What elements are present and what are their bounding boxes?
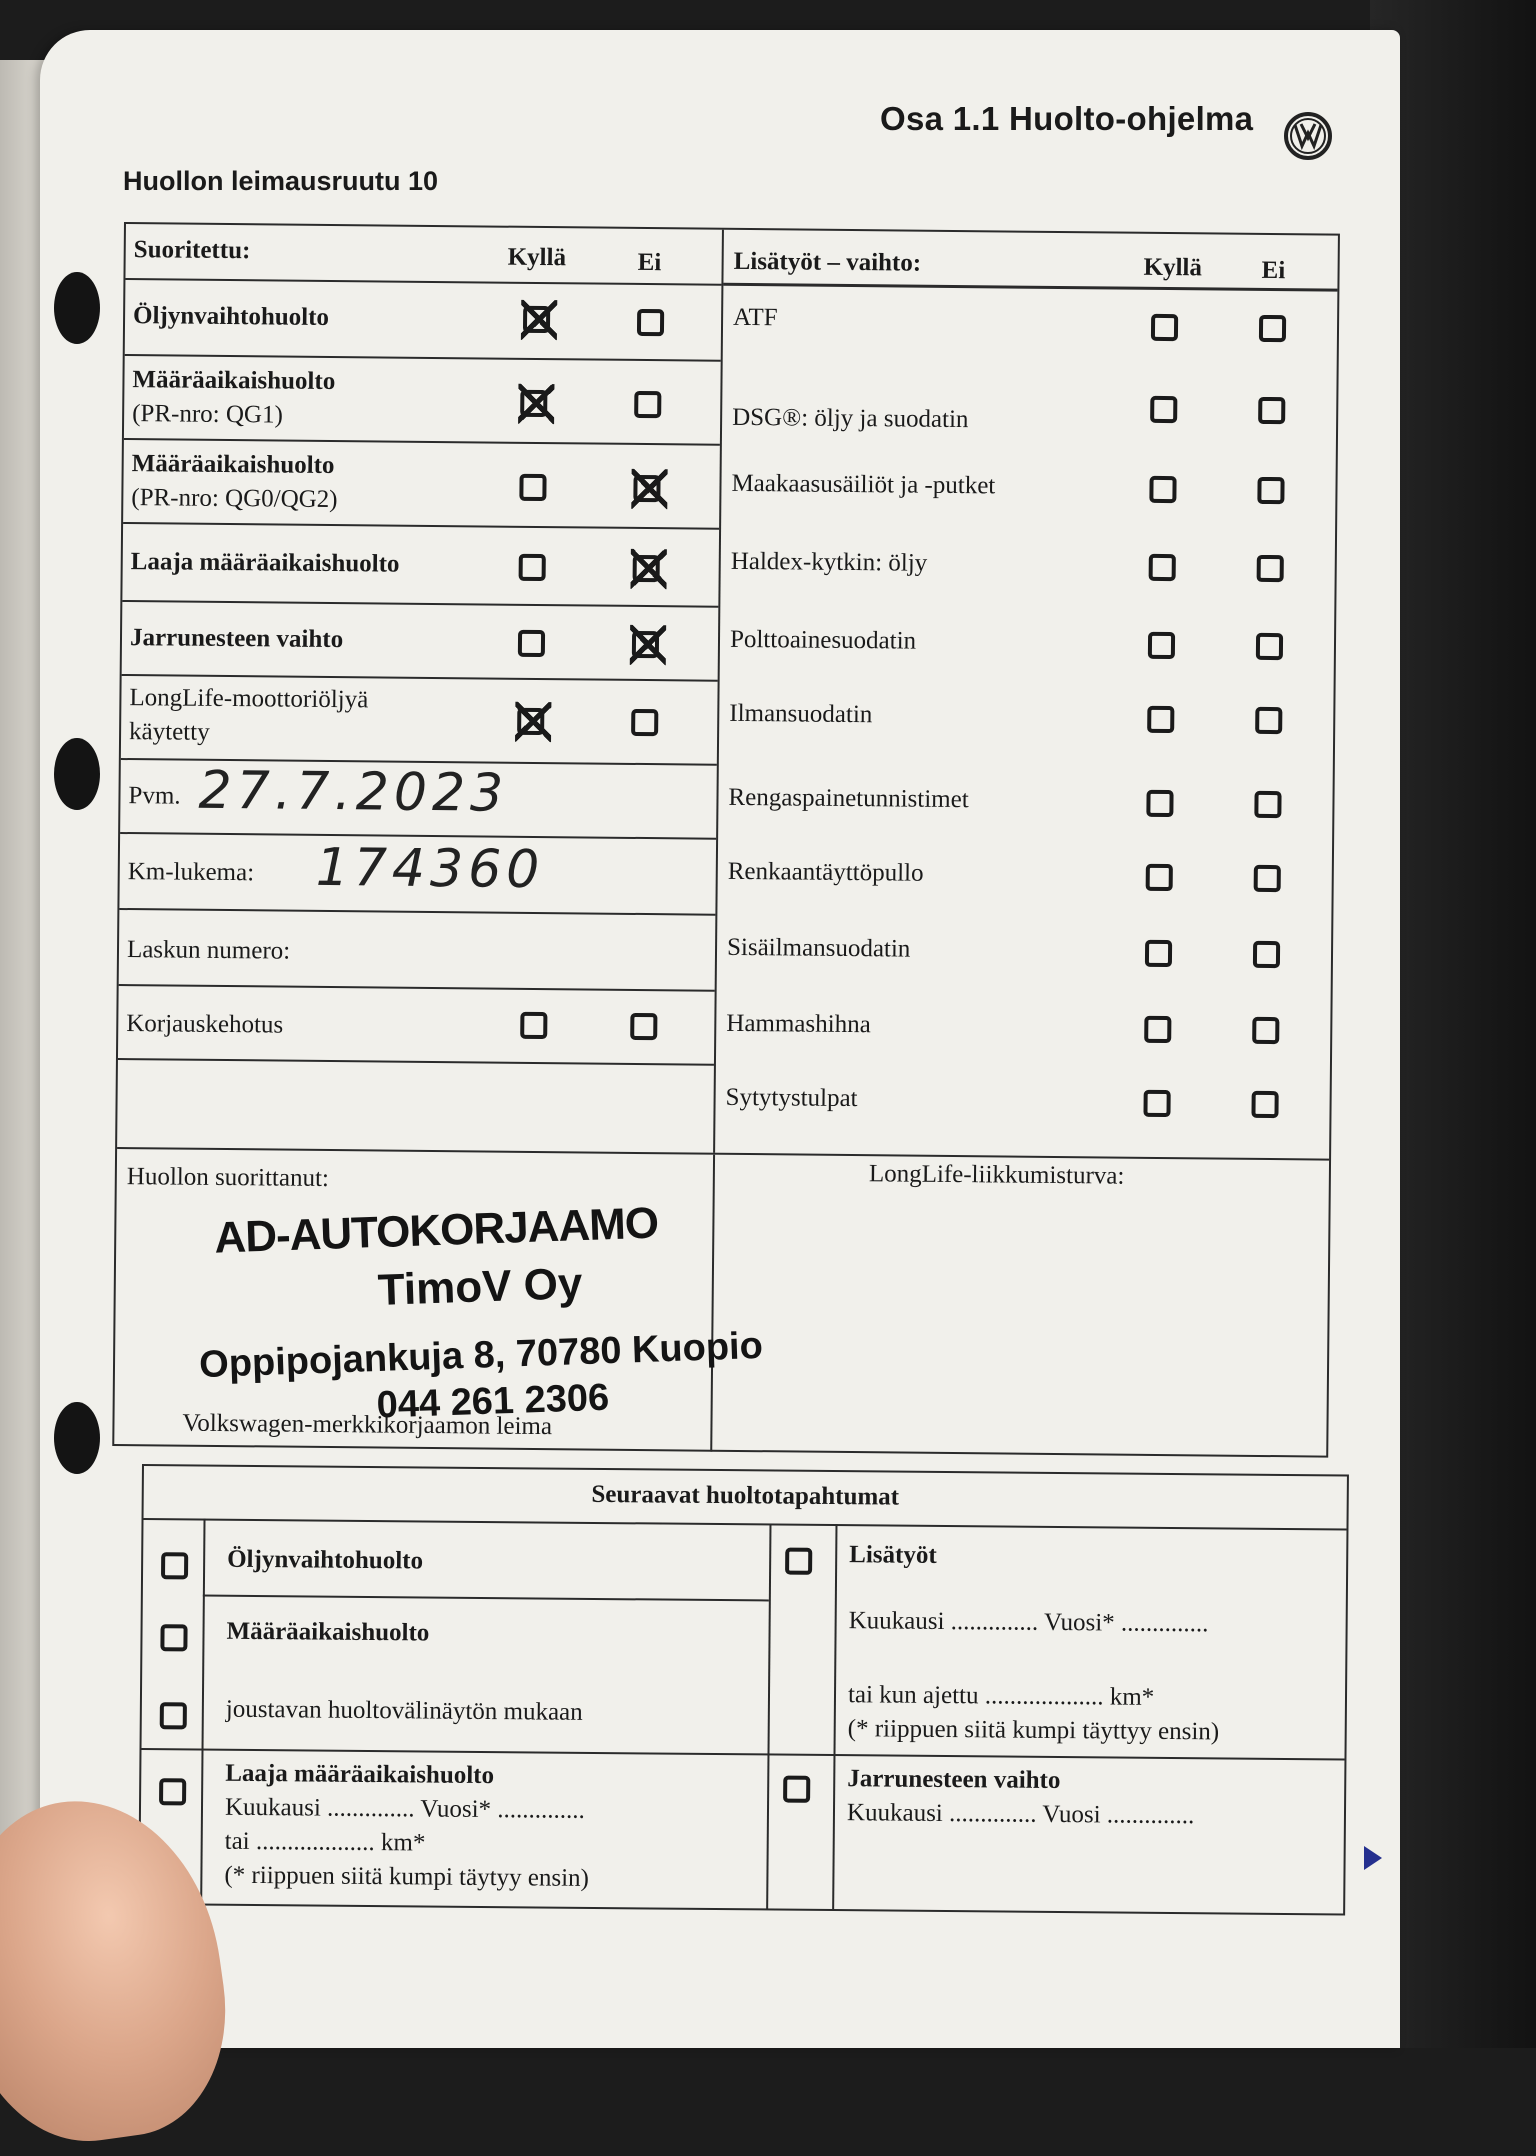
extra-yes-column-label: Kyllä (1143, 253, 1203, 282)
vw-logo-icon (1284, 112, 1332, 160)
extra-work-yes-checkbox[interactable] (1151, 314, 1178, 341)
extra-work-label: DSG®: öljy ja suodatin (732, 403, 969, 434)
checkbox-periodic-qg1-no[interactable] (634, 391, 661, 418)
extra-work-no-checkbox[interactable] (1256, 633, 1283, 660)
next-services-box (138, 1464, 1349, 1916)
stamp-company-name: AD-AUTOKORJAAMO (213, 1198, 659, 1263)
row-label: Jarrunesteen vaihto (129, 624, 344, 654)
performed-heading: Suoritettu: (133, 236, 251, 265)
next-oil-change-label: Öljynvaihtohuolto (227, 1545, 424, 1575)
extra-work-yes-checkbox[interactable] (1143, 1090, 1170, 1117)
punch-hole (54, 1402, 100, 1474)
divider (766, 1523, 771, 1908)
extra-work-label: Rengaspainetunnistimet (728, 783, 969, 814)
checkbox-next-brake-fluid[interactable] (783, 1776, 810, 1803)
extra-work-label: Haldex-kytkin: öljy (730, 547, 928, 577)
next-extensive-km-line: tai ................... km* (224, 1827, 426, 1857)
checkbox-repair-yes[interactable] (520, 1012, 547, 1039)
checkbox-periodic-qg0-yes[interactable] (519, 474, 546, 501)
extra-work-no-checkbox[interactable] (1259, 315, 1286, 342)
next-extra-km-line: tai kun ajettu ................... km* (847, 1681, 1155, 1711)
extra-work-row (717, 916, 1332, 998)
extra-work-column (715, 230, 1338, 1159)
checkbox-oil-change-yes[interactable] (523, 306, 550, 333)
extra-work-no-checkbox[interactable] (1253, 941, 1280, 968)
extra-work-yes-checkbox[interactable] (1150, 396, 1177, 423)
extra-work-row (719, 682, 1334, 772)
row-label: Laaja määräaikaishuolto (130, 548, 400, 578)
extra-work-label: Renkaantäyttöpullo (727, 857, 924, 887)
yes-column-label: Kyllä (507, 243, 567, 272)
performed-row (123, 440, 720, 530)
row-label: Määräaikaishuolto (132, 366, 336, 396)
checkbox-brake-fluid-no[interactable] (632, 631, 659, 658)
km-row (119, 834, 716, 916)
checkbox-longlife-no[interactable] (631, 709, 658, 736)
repair-label: Korjauskehotus (126, 1010, 284, 1039)
stamp-caption: Volkswagen-merkkikorjaamon leima (182, 1409, 553, 1441)
extra-work-yes-checkbox[interactable] (1149, 554, 1176, 581)
extra-heading: Lisätyöt – vaihto: (733, 247, 922, 277)
next-extra-month-line: Kuukausi .............. Vuosi* .............. (848, 1607, 1209, 1638)
longlife-label: LongLife-liikkumisturva: (868, 1160, 1125, 1190)
extra-work-row (720, 608, 1335, 688)
row-sublabel: käytetty (128, 718, 210, 746)
extra-work-yes-checkbox[interactable] (1147, 706, 1174, 733)
date-value[interactable]: 27.7.2023 (198, 760, 509, 824)
repair-row (118, 986, 715, 1066)
extra-work-yes-checkbox[interactable] (1148, 632, 1175, 659)
next-brake-month-line: Kuukausi .............. Vuosi .............. (846, 1799, 1195, 1830)
checkbox-periodic-qg1-yes[interactable] (520, 390, 547, 417)
extra-work-yes-checkbox[interactable] (1145, 940, 1172, 967)
extra-work-yes-checkbox[interactable] (1149, 476, 1176, 503)
extra-work-label: Maakaasusäiliöt ja -putket (731, 469, 996, 500)
performed-row (121, 676, 718, 766)
performed-row (125, 280, 722, 362)
checkbox-brake-fluid-yes[interactable] (518, 630, 545, 657)
stamp-box-title: Huollon leimausruutu 10 (123, 166, 439, 196)
extra-work-no-checkbox[interactable] (1251, 1091, 1278, 1118)
extra-work-no-checkbox[interactable] (1254, 791, 1281, 818)
stamp-phone: 044 261 2306 (376, 1376, 610, 1427)
extra-work-label: Hammashihna (726, 1009, 871, 1039)
section-title: Osa 1.1 Huolto-ohjelma (880, 100, 1254, 137)
extra-header-row (723, 230, 1338, 292)
divider (832, 1524, 837, 1909)
checkbox-repair-no[interactable] (630, 1013, 657, 1040)
no-column-label: Ei (637, 248, 662, 277)
extra-work-row (720, 530, 1335, 614)
checkbox-next-periodic[interactable] (160, 1624, 187, 1651)
extra-work-row (723, 286, 1338, 378)
date-row (120, 760, 717, 840)
next-periodic-label: Määräaikaishuolto (226, 1617, 430, 1647)
next-extra-note: (* riippuen siitä kumpi täyttyy ensin) (847, 1715, 1220, 1746)
checkbox-next-flexible[interactable] (160, 1702, 187, 1729)
extra-work-label: Sytytystulpat (725, 1083, 858, 1113)
extra-work-no-checkbox[interactable] (1252, 1017, 1279, 1044)
extra-work-no-checkbox[interactable] (1255, 707, 1282, 734)
performed-row (122, 602, 719, 682)
checkbox-next-oil-change[interactable] (161, 1552, 188, 1579)
extra-work-row (716, 992, 1331, 1072)
next-services-title: Seuraavat huoltotapahtumat (144, 1466, 1347, 1530)
performed-row (122, 524, 719, 608)
checkbox-extensive-no[interactable] (633, 555, 660, 582)
extra-work-yes-checkbox[interactable] (1144, 1016, 1171, 1043)
extra-work-row (722, 372, 1337, 458)
divider (203, 1595, 769, 1602)
checkbox-oil-change-no[interactable] (637, 309, 664, 336)
extra-work-yes-checkbox[interactable] (1146, 790, 1173, 817)
divider (200, 1519, 205, 1904)
extra-work-label: Ilmansuodatin (729, 699, 873, 729)
km-value[interactable]: 174360 (315, 837, 545, 901)
next-brake-title: Jarrunesteen vaihto (847, 1765, 1061, 1795)
stamp-address: Oppipojankuja 8, 70780 Kuopio (198, 1324, 764, 1387)
checkbox-next-extensive[interactable] (159, 1778, 186, 1805)
row-label: Öljynvaihtohuolto (132, 302, 330, 331)
extra-work-label: Sisäilmansuodatin (726, 933, 911, 963)
divider (710, 1155, 715, 1452)
extra-work-label: Polttoainesuodatin (729, 625, 917, 655)
performed-by-label: Huollon suorittanut: (126, 1163, 330, 1193)
extra-work-label: ATF (732, 303, 778, 332)
extra-work-no-checkbox[interactable] (1257, 477, 1284, 504)
row-sublabel: (PR-nro: QG0/QG2) (131, 484, 338, 514)
next-extra-title: Lisätyöt (849, 1541, 937, 1569)
km-label: Km-lukema: (127, 858, 255, 887)
extra-work-row (721, 452, 1336, 536)
performed-header-row (125, 224, 722, 286)
checkbox-longlife-yes[interactable] (517, 708, 544, 735)
punch-hole (54, 272, 100, 344)
row-label: LongLife-moottoriöljyä (129, 684, 369, 714)
extra-work-no-checkbox[interactable] (1257, 555, 1284, 582)
next-extensive-title: Laaja määräaikaishuolto (225, 1759, 495, 1790)
invoice-label: Laskun numero: (126, 936, 291, 965)
row-label: Määräaikaishuolto (131, 450, 335, 480)
extra-work-yes-checkbox[interactable] (1146, 864, 1173, 891)
invoice-row (119, 910, 716, 992)
stamp-company-suffix: TimoV Oy (376, 1259, 584, 1315)
performed-row (124, 356, 721, 446)
extra-work-no-checkbox[interactable] (1258, 397, 1285, 424)
extra-work-row (717, 840, 1332, 922)
next-flexible-label: joustavan huoltovälinäytön mukaan (225, 1695, 583, 1726)
service-stamp-box (112, 222, 1340, 1458)
checkbox-periodic-qg0-no[interactable] (633, 475, 660, 502)
checkbox-next-extra[interactable] (785, 1548, 812, 1575)
extra-work-row (715, 1066, 1330, 1159)
extra-work-no-checkbox[interactable] (1254, 865, 1281, 892)
next-page-arrow-icon (1364, 1846, 1382, 1870)
next-extensive-note: (* riippuen siitä kumpi täytyy ensin) (224, 1861, 590, 1892)
punch-hole (54, 738, 100, 810)
performed-column (117, 224, 724, 1153)
date-label: Pvm. (128, 782, 181, 810)
workshop-section (114, 1147, 1329, 1458)
row-sublabel: (PR-nro: QG1) (132, 400, 283, 429)
checkbox-extensive-yes[interactable] (519, 554, 546, 581)
extra-no-column-label: Ei (1261, 256, 1286, 285)
next-extensive-month-line: Kuukausi .............. Vuosi* .............. (224, 1793, 585, 1824)
extra-work-row (718, 766, 1333, 846)
